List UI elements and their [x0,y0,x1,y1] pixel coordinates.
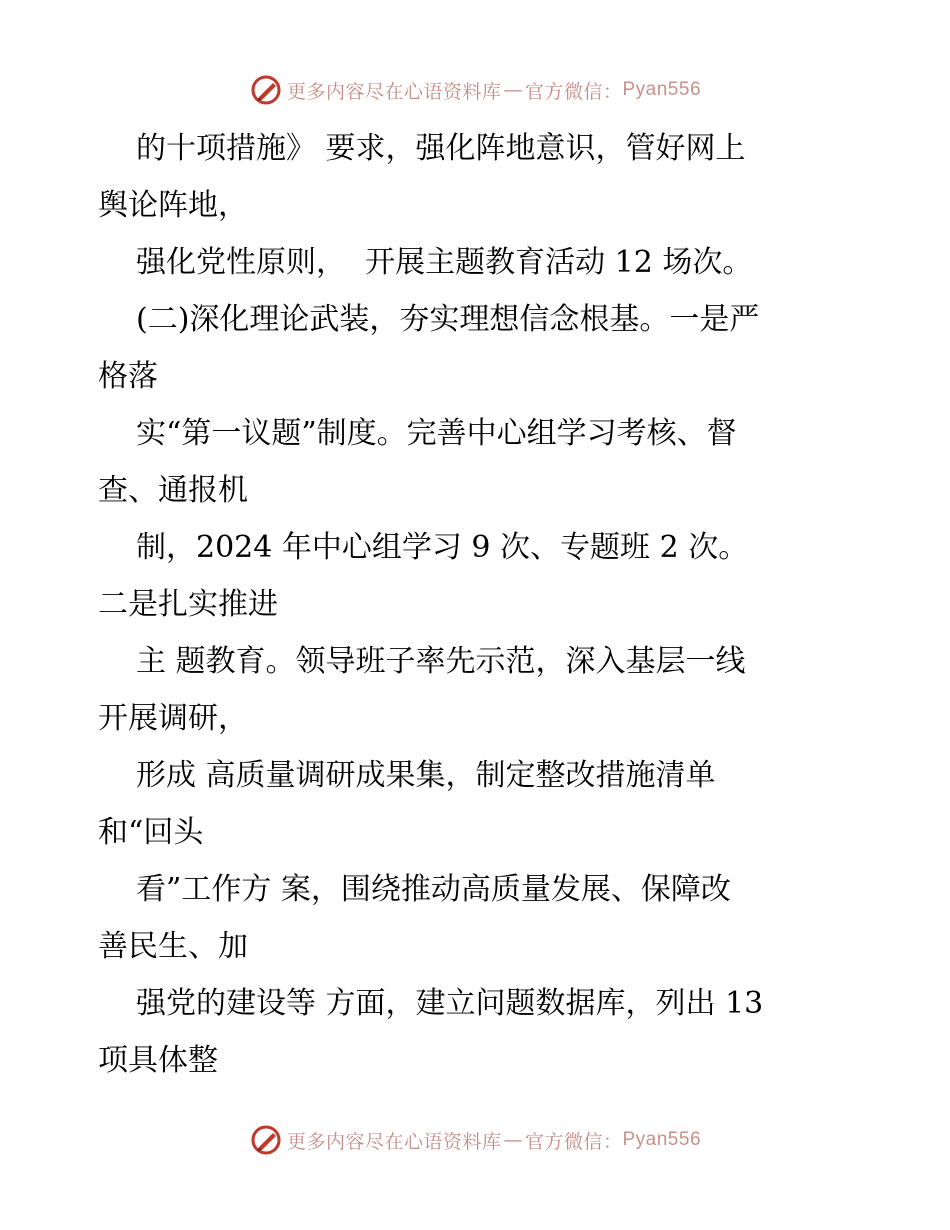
text-line: 主 题教育。领导班子率先示范，深入基层一线 [136,644,746,679]
body-text [98,120,878,1089]
pen-logo-icon [249,1123,283,1157]
text-line: (二)深化理论武装，夯实理想信念根基。一是严 [136,302,760,337]
watermark-main-text: 更多内容尽在心语资料库 [286,80,502,103]
text-line: 开展调研， [98,701,248,736]
text-line: 的十项措施》 要求，强化阵地意识，管好网上 [136,131,746,166]
text-line: 二是扎实推进 [98,587,278,622]
watermark-official-label: 官方微信： [524,80,623,103]
text-line: 舆论阵地， [98,188,248,223]
watermark-account: Pyan556 [622,1129,702,1150]
text-line: 善民生、加 [98,929,248,964]
text-line: 格落 [98,359,158,394]
watermark-footer [0,1120,950,1160]
watermark-main-text: 更多内容尽在心语资料库 [286,1130,502,1153]
watermark-official-label: 官方微信： [524,1130,623,1153]
watermark-dash: — [503,1129,523,1151]
text-line: 项具体整 [98,1043,218,1078]
text-line: 强化党性原则， 开展主题教育活动 12 场次。 [136,245,753,280]
text-line: 形成 高质量调研成果集，制定整改措施清单 [136,758,716,793]
text-line: 和“回头 [98,815,204,850]
watermark-account: Pyan556 [622,79,702,100]
text-line: 实“第一议题”制度。完善中心组学习考核、督 [136,416,737,451]
text-line: 查、通报机 [98,473,248,508]
watermark-header [0,70,950,110]
text-line: 强党的建设等 方面，建立问题数据库，列出 13 [136,986,764,1021]
pen-logo-icon [249,73,283,107]
text-line: 看”工作方 案，围绕推动高质量发展、保障改 [136,872,731,907]
text-line: 制，2024 年中心组学习 9 次、专题班 2 次。 [136,530,749,565]
watermark-dash: — [503,79,523,101]
